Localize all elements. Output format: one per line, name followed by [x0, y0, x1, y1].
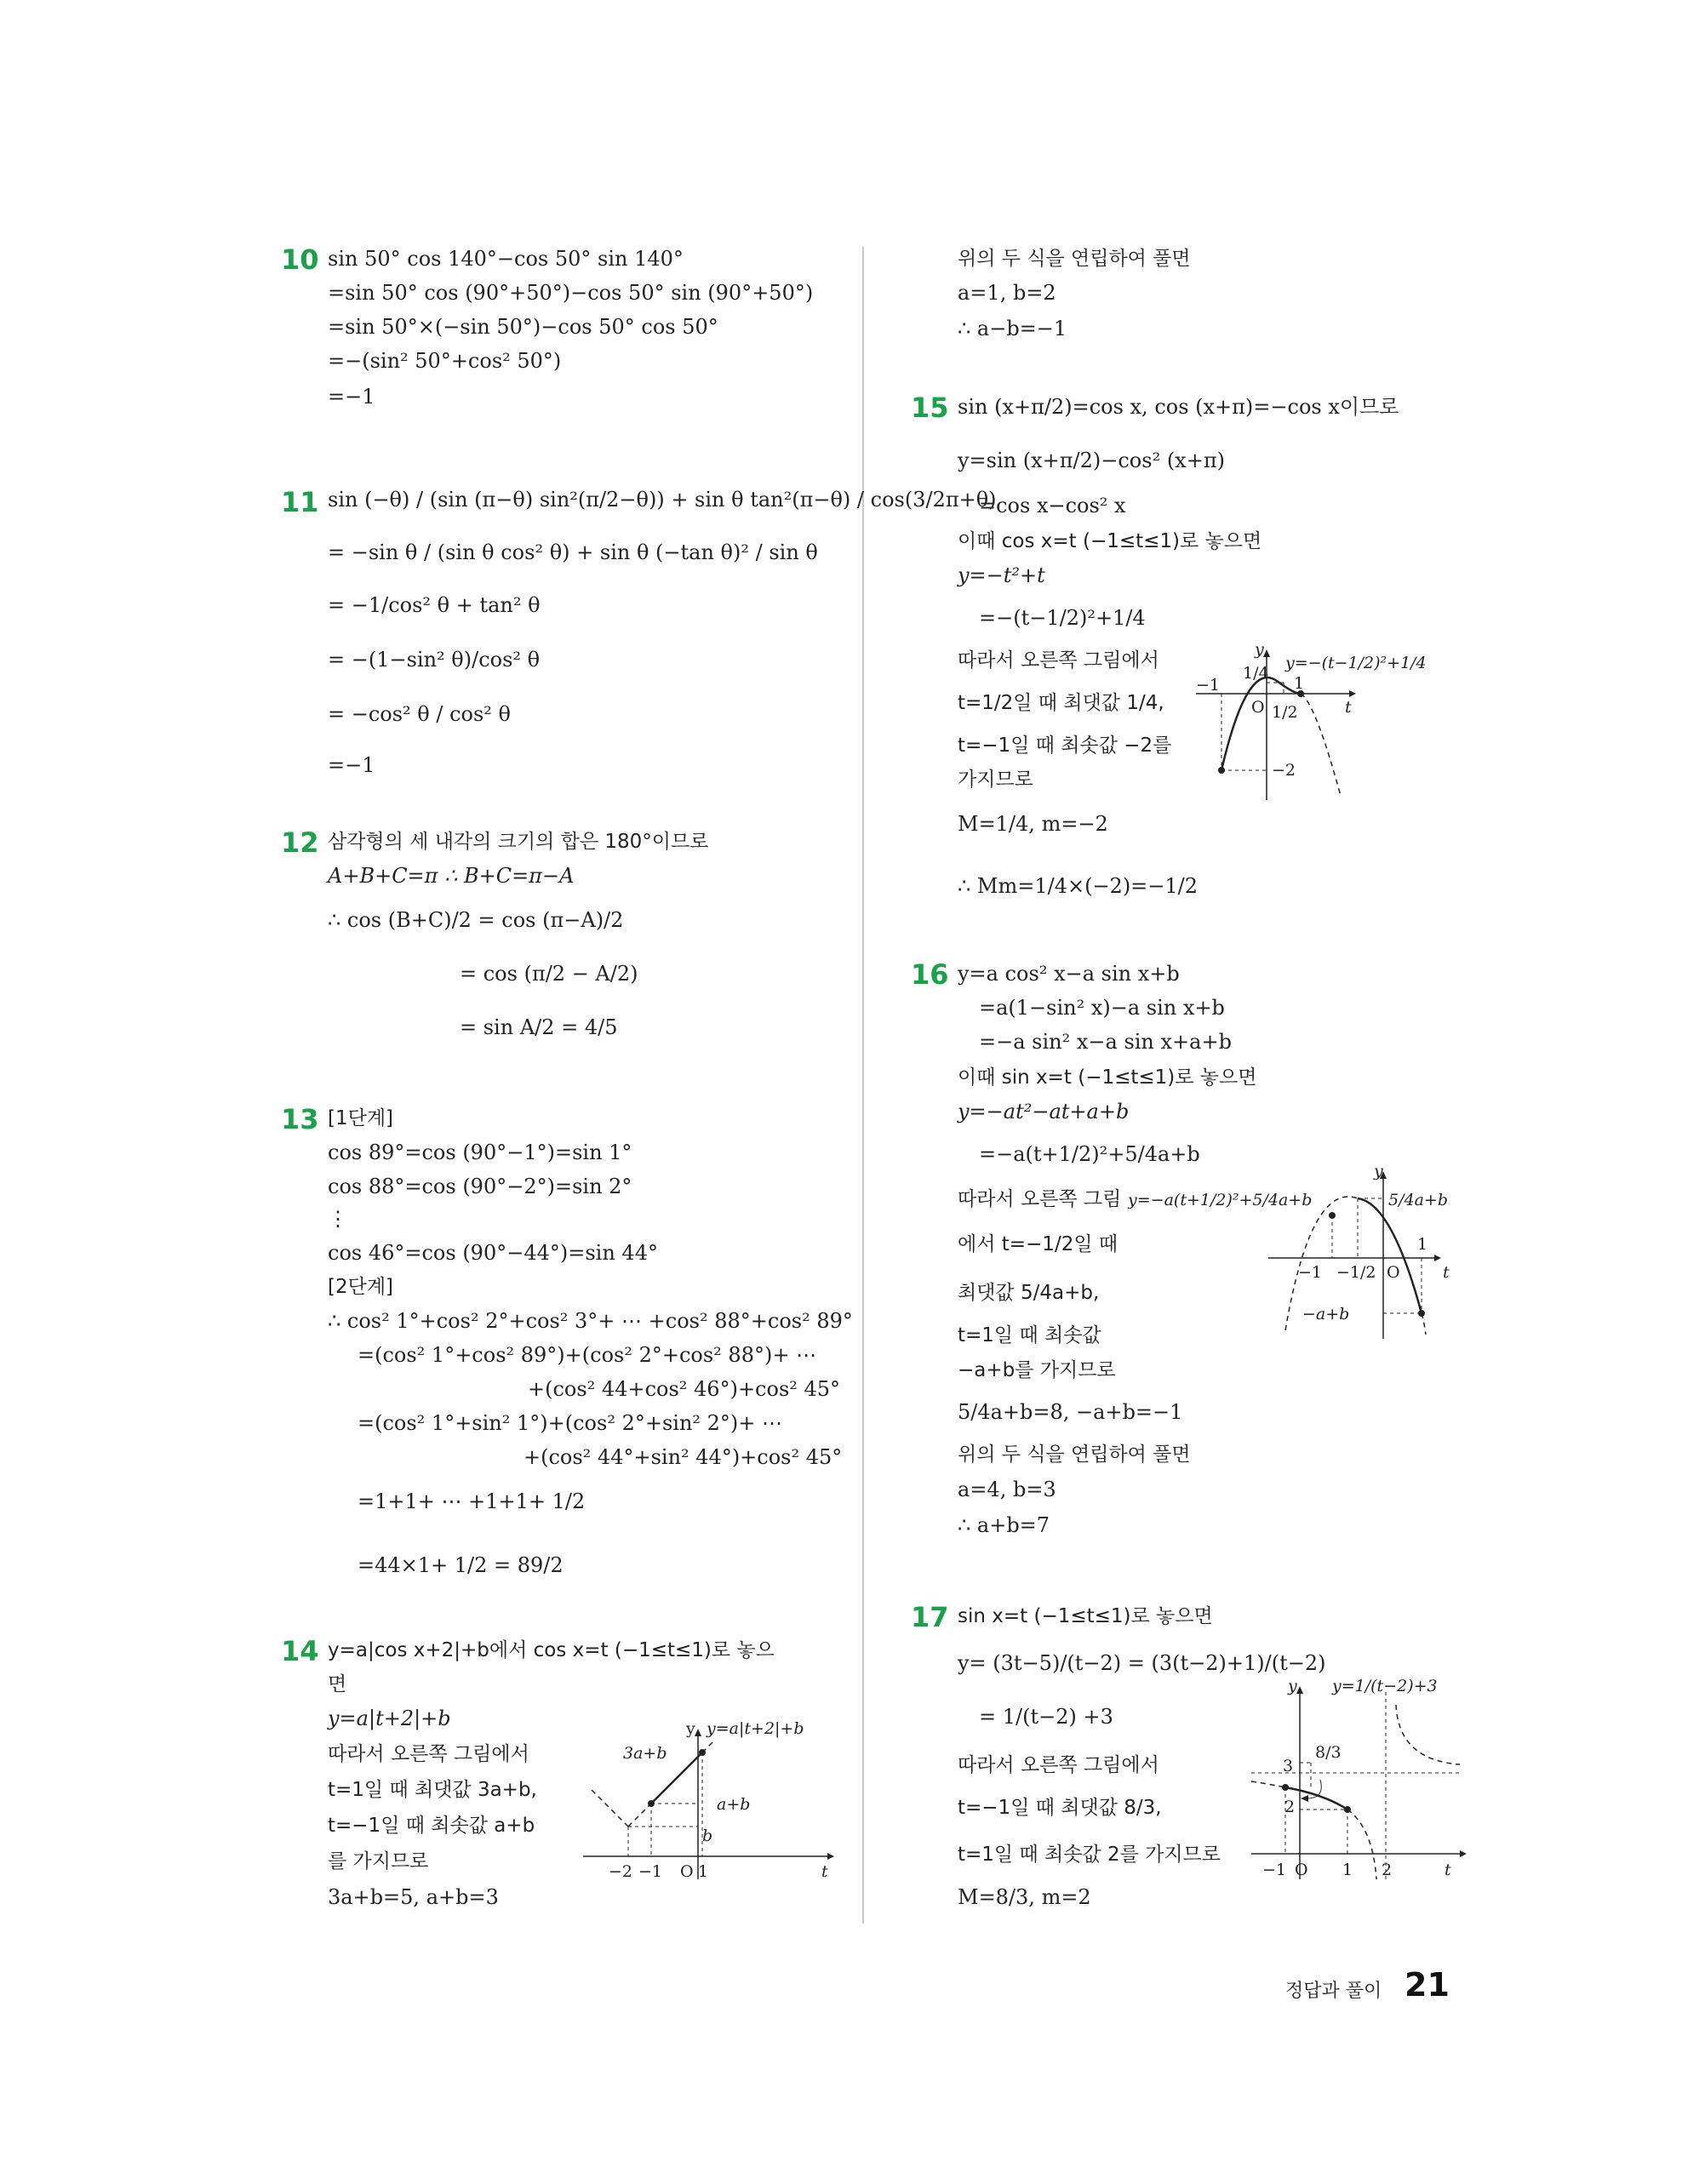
solution-line: −a+b를 가지므로	[958, 1359, 1116, 1381]
solution-line: 따라서 오른쪽 그림에서	[958, 1754, 1159, 1776]
axis-label-t: t	[1345, 698, 1352, 717]
graph-14	[579, 1722, 834, 1884]
axis-label-y: y	[1374, 1164, 1383, 1181]
label-max: 1/4	[1243, 664, 1269, 683]
solution-line: sin x=t (−1≤t≤1)로 놓으면	[958, 1605, 1213, 1627]
solution-line: A+B+C=π ∴ B+C=π−A	[328, 864, 575, 888]
solution-line: 이때 sin x=t (−1≤t≤1)로 놓으면	[958, 1066, 1257, 1089]
axis-label-y: y	[686, 1722, 695, 1738]
graph-17	[1247, 1679, 1477, 1884]
solution-line: = −sin θ / (sin θ cos² θ) + sin θ (−tan θ)² / sin θ	[328, 540, 818, 564]
tick-label: 1/2	[1272, 703, 1298, 722]
solution-line: y=sin (x+π/2)−cos² (x+π)	[958, 449, 1225, 472]
label-b: b	[702, 1827, 713, 1845]
origin-label: O	[1387, 1263, 1400, 1282]
tick-label: −1	[638, 1862, 663, 1881]
tick-label: −1/2	[1336, 1263, 1376, 1282]
solution-line: 를 가지므로	[328, 1850, 429, 1872]
solution-line: = 1/(t−2) +3	[979, 1705, 1113, 1729]
axis-label-y: y	[1255, 643, 1264, 659]
tick-label: 1	[1342, 1861, 1353, 1879]
solution-line: sin (x+π/2)=cos x, cos (x+π)=−cos x이므로	[958, 395, 1399, 419]
tick-label: −2	[609, 1862, 633, 1881]
solution-line: 따라서 오른쪽 그림에서	[328, 1743, 529, 1765]
solution-line: a=4, b=3	[958, 1478, 1056, 1501]
label-min: 2	[1284, 1798, 1296, 1816]
problem-number: 17	[911, 1601, 949, 1633]
solution-line: cos 46°=cos (90°−44°)=sin 44°	[328, 1241, 658, 1265]
tick-label: 1	[698, 1862, 709, 1881]
solution-line: = cos (π/2 − A/2)	[460, 962, 638, 986]
step-label: [1단계]	[328, 1107, 394, 1129]
axis-label-t: t	[821, 1862, 828, 1881]
solution-line: =−1	[328, 753, 375, 777]
problem-number: 10	[281, 243, 319, 276]
solution-line: 위의 두 식을 연립하여 풀면	[958, 1444, 1191, 1466]
page-number: 21	[1405, 1966, 1450, 2004]
solution-line: =44×1+ 1/2 = 89/2	[358, 1553, 564, 1577]
solution-line: =(cos² 1°+sin² 1°)+(cos² 2°+sin² 2°)+ ⋯	[358, 1411, 783, 1435]
label-min: −a+b	[1302, 1305, 1350, 1324]
axis-label-t: t	[1443, 1263, 1450, 1282]
problem-number: 16	[911, 958, 949, 991]
graph-equation: y=a|t+2|+b	[707, 1722, 804, 1738]
footer-label: 정답과 풀이	[1285, 1981, 1382, 2002]
tick-label: −1	[1196, 676, 1221, 695]
solution-line: =−(t−1/2)²+1/4	[979, 606, 1146, 630]
tick-label: 2	[1382, 1861, 1393, 1879]
solution-line: 면	[328, 1673, 347, 1695]
solution-line: M=1/4, m=−2	[958, 812, 1108, 836]
tick-label: 1	[1294, 674, 1305, 693]
solution-line: 최댓값 5/4a+b,	[958, 1282, 1100, 1304]
solution-line: 에서 t=−1/2일 때	[958, 1233, 1118, 1255]
solution-line: =−1	[328, 385, 375, 409]
graph-equation: y=1/(t−2)+3	[1332, 1679, 1438, 1695]
solution-line: 3a+b=5, a+b=3	[328, 1885, 499, 1909]
solution-line: M=8/3, m=2	[958, 1885, 1091, 1909]
solution-line: y=−at²−at+a+b	[958, 1100, 1130, 1123]
solution-line: =1+1+ ⋯ +1+1+ 1/2	[358, 1489, 586, 1513]
solution-line: t=−1일 때 최솟값 −2를	[958, 735, 1172, 757]
solution-line: = −1/cos² θ + tan² θ	[328, 593, 541, 617]
solution-line: t=1/2일 때 최댓값 1/4,	[958, 692, 1164, 714]
problem-number: 14	[281, 1635, 319, 1667]
origin-label: O	[680, 1862, 694, 1881]
solution-line: sin (−θ) / (sin (π−θ) sin²(π/2−θ)) + sin θ tan²(π−θ) / cos(3/2π+θ)	[328, 488, 997, 512]
solution-line: sin 50° cos 140°−cos 50° sin 140°	[328, 247, 684, 271]
label-min: a+b	[717, 1795, 751, 1814]
origin-label: O	[1251, 698, 1265, 717]
solution-line: =(cos² 1°+cos² 89°)+(cos² 2°+cos² 88°)+ ⋯	[358, 1343, 817, 1367]
solution-line: =−a sin² x−a sin x+a+b	[979, 1030, 1232, 1054]
solution-line: y=a|cos x+2|+b에서 cos x=t (−1≤t≤1)로 놓으	[328, 1639, 775, 1661]
solution-line: y= (3t−5)/(t−2) = (3(t−2)+1)/(t−2)	[958, 1651, 1326, 1675]
axis-label-t: t	[1445, 1861, 1451, 1879]
solution-line: +(cos² 44°+sin² 44°)+cos² 45°	[523, 1445, 843, 1469]
graph-16	[1128, 1164, 1468, 1343]
origin-label: O	[1295, 1861, 1308, 1879]
solution-line: =−(sin² 50°+cos² 50°)	[328, 349, 562, 373]
problem-number: 12	[281, 826, 319, 859]
solution-line: ∴ Mm=1/4×(−2)=−1/2	[958, 874, 1199, 898]
solution-line: 이때 cos x=t (−1≤t≤1)로 놓으면	[958, 530, 1262, 552]
solution-line: cos 88°=cos (90°−2°)=sin 2°	[328, 1175, 632, 1198]
solution-line: 위의 두 식을 연립하여 풀면	[958, 248, 1191, 270]
solution-line: ∴ cos² 1°+cos² 2°+cos² 3°+ ⋯ +cos² 88°+cos² 89°	[328, 1309, 853, 1333]
solution-line: = −cos² θ / cos² θ	[328, 702, 512, 726]
problem-number: 13	[281, 1103, 319, 1135]
solution-line: a=1, b=2	[958, 281, 1056, 305]
solution-line: =sin 50°×(−sin 50°)−cos 50° cos 50°	[328, 315, 718, 339]
solution-line: = sin A/2 = 4/5	[460, 1015, 618, 1039]
solution-line: 따라서 오른쪽 그림에서	[958, 649, 1159, 672]
solution-line: t=−1일 때 최댓값 8/3,	[958, 1797, 1162, 1819]
solution-line: =sin 50° cos (90°+50°)−cos 50° sin (90°+50°)	[328, 281, 814, 305]
solution-line: t=1일 때 최솟값	[958, 1324, 1101, 1346]
problem-number: 15	[911, 392, 949, 424]
tick-label: −1	[1262, 1861, 1287, 1879]
label-min: −2	[1272, 761, 1296, 780]
label-asymptote: 3	[1283, 1757, 1294, 1775]
solution-line: = −(1−sin² θ)/cos² θ	[328, 648, 541, 672]
solution-line: =a(1−sin² x)−a sin x+b	[979, 996, 1225, 1020]
solution-line: y=a|t+2|+b	[328, 1707, 451, 1730]
graph-15	[1192, 643, 1473, 804]
solution-line: 삼각형의 세 내각의 크기의 합은 180°이므로	[328, 831, 709, 853]
solution-line: =−a(t+1/2)²+5/4a+b	[979, 1142, 1200, 1166]
label-max: 3a+b	[623, 1744, 667, 1763]
solution-line: ∴ a−b=−1	[958, 317, 1067, 340]
solution-line: t=1일 때 최솟값 2를 가지므로	[958, 1844, 1221, 1866]
problem-number: 11	[281, 486, 319, 518]
solution-line: ⋮	[328, 1207, 348, 1231]
axis-label-y: y	[1288, 1679, 1297, 1695]
solution-line: cos 89°=cos (90°−1°)=sin 1°	[328, 1141, 632, 1164]
label-max: 8/3	[1315, 1743, 1342, 1762]
solution-line: 가지므로	[958, 769, 1033, 791]
solution-line: t=−1일 때 최솟값 a+b	[328, 1815, 535, 1837]
solution-line: y=−t²+t	[958, 563, 1045, 587]
tick-label: 1	[1417, 1235, 1428, 1254]
step-label: [2단계]	[328, 1276, 394, 1298]
solution-line: 따라서 오른쪽 그림	[958, 1188, 1122, 1210]
label-max: 5/4a+b	[1388, 1191, 1448, 1209]
graph-equation: y=−a(t+1/2)²+5/4a+b	[1128, 1191, 1313, 1209]
solution-line: =cos x−cos² x	[979, 494, 1126, 517]
solution-line: 5/4a+b=8, −a+b=−1	[958, 1400, 1183, 1424]
solution-line: y=a cos² x−a sin x+b	[958, 962, 1180, 986]
solution-line: t=1일 때 최댓값 3a+b,	[328, 1779, 537, 1801]
graph-equation: y=−(t−1/2)²+1/4	[1285, 654, 1427, 672]
solution-line: ∴ cos (B+C)/2 = cos (π−A)/2	[328, 908, 624, 932]
solution-line: ∴ a+b=7	[958, 1513, 1050, 1537]
solution-line: +(cos² 44+cos² 46°)+cos² 45°	[528, 1377, 841, 1401]
tick-label: −1	[1298, 1263, 1323, 1282]
